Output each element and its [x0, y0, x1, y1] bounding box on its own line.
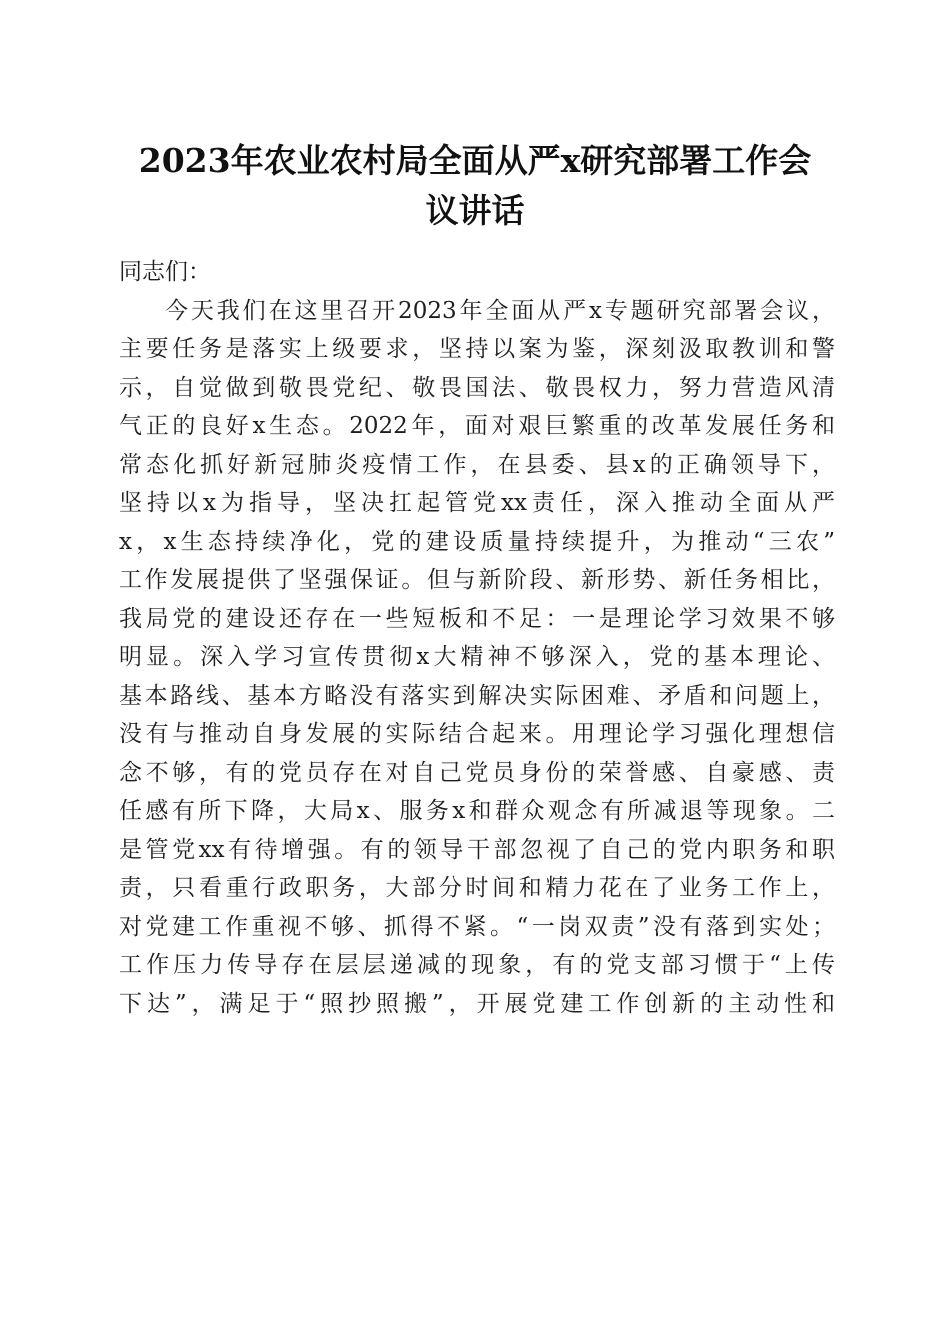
- paragraph-line: 基本路线、基本方略没有落实到解决实际困难、矛盾和问题上，: [119, 682, 835, 709]
- paragraph-line: 明显。深入学习宣传贯彻x大精神不够深入，党的基本理论、: [119, 644, 835, 670]
- paragraph-line: 坚持以x为指导，坚决扛起管党xx责任，深入推动全面从严: [119, 490, 835, 516]
- paragraph-line: 没有与推动自身发展的实际结合起来。用理论学习强化理想信: [119, 721, 835, 747]
- paragraph-line: 下达”，满足于“照抄照搬”，开展党建工作创新的主动性和: [119, 990, 835, 1017]
- document-title: [100, 136, 850, 236]
- paragraph-line: 主要任务是落实上级要求，坚持以案为鉴，深刻汲取教训和警: [119, 336, 835, 362]
- paragraph-line: 工作发展提供了坚强保证。但与新阶段、新形势、新任务相比，: [119, 567, 835, 593]
- title-line-2: 议讲话: [425, 191, 525, 230]
- document-body: [119, 253, 835, 1023]
- paragraph-line: 气正的良好x生态。2022年，面对艰巨繁重的改革发展任务和: [119, 413, 835, 439]
- paragraph-line: 念不够，有的党员存在对自己党员身份的荣誉感、自豪感、责: [119, 759, 835, 786]
- title-line-1: 2023年农业农村局全面从严x研究部署工作会: [138, 141, 812, 180]
- paragraph-line: 示，自觉做到敬畏党纪、敬畏国法、敬畏权力，努力营造风清: [119, 374, 835, 401]
- paragraph-line: 责，只看重行政职务，大部分时间和精力花在了业务工作上，: [119, 875, 835, 901]
- paragraph-line: 今天我们在这里召开2023年全面从严x专题研究部署会议，: [165, 297, 835, 324]
- paragraph-line: 是管党xx有待增强。有的领导干部忽视了自己的党内职务和职: [119, 836, 835, 863]
- paragraph-line: 任感有所下降，大局x、服务x和群众观念有所减退等现象。二: [119, 798, 835, 824]
- paragraph-line: 工作压力传导存在层层递减的现象，有的党支部习惯于“上传: [119, 952, 835, 978]
- paragraph-line: 对党建工作重视不够、抓得不紧。“一岗双责”没有落到实处；: [119, 913, 835, 940]
- salutation: 同志们：: [119, 259, 211, 285]
- paragraph-line: 我局党的建设还存在一些短板和不足：一是理论学习效果不够: [119, 605, 835, 632]
- paragraph-line: 常态化抓好新冠肺炎疫情工作，在县委、县x的正确领导下，: [119, 451, 835, 478]
- paragraph-line: x，x生态持续净化，党的建设质量持续提升，为推动“三农”: [119, 528, 835, 555]
